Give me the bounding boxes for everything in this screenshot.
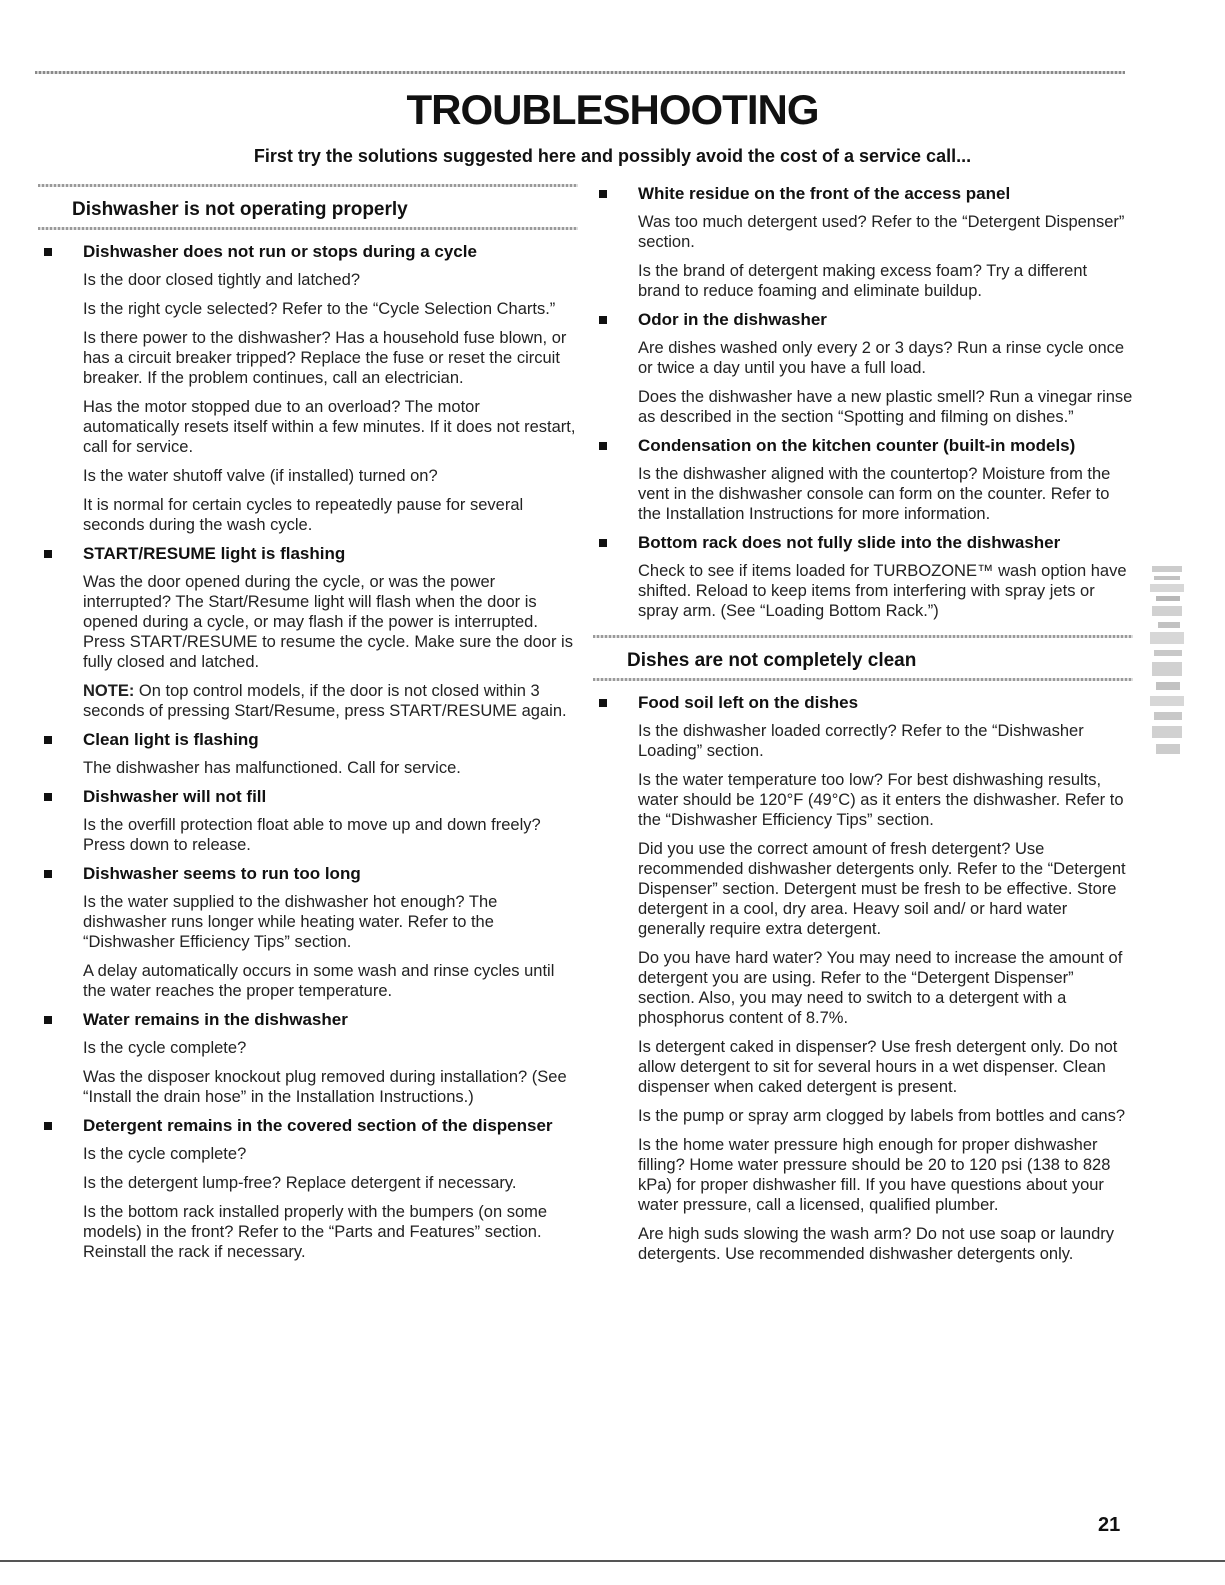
- problem-heading: Condensation on the kitchen counter (built-in models): [593, 436, 1133, 456]
- solution-text: The dishwasher has malfunctioned. Call for service.: [83, 759, 461, 777]
- square-bullet-icon: [44, 248, 52, 256]
- solution-text: A delay automatically occurs in some wash and rinse cycles until the water reaches the proper temperature.: [83, 962, 555, 1000]
- solution-text: Is the dishwasher aligned with the countertop? Moisture from the vent in the dishwasher console can form on the counter. Refer to the Installation Instructions for more information.: [638, 465, 1111, 523]
- problem-heading: Odor in the dishwasher: [593, 310, 1133, 330]
- solution-text: Check to see if items loaded for TURBOZONE™ wash option have shifted. Reload to keep items from interfering with spray jets or spray arm. (See “Loading Bottom Rack.”): [638, 562, 1127, 620]
- square-bullet-icon: [44, 550, 52, 558]
- problem-item: [593, 693, 1133, 1264]
- solution-text: Did you use the correct amount of fresh detergent? Use recommended dishwasher detergents only. Refer to the “Detergent Dispenser” section. Detergent must be fresh to be effective. Store detergent in a cool, dry area. Heavy soil and/ or hard water generally require extra detergent.: [638, 840, 1126, 938]
- solution-text: It is normal for certain cycles to repeatedly pause for several seconds during the wash cycle.: [83, 496, 524, 534]
- solution-text: Is the right cycle selected? Refer to the “Cycle Selection Charts.”: [83, 300, 556, 318]
- problem-heading: Detergent remains in the covered section of the dispenser: [38, 1116, 578, 1136]
- page-title: TROUBLESHOOTING: [406, 86, 819, 133]
- problem-item: [38, 242, 578, 535]
- square-bullet-icon: [44, 870, 52, 878]
- square-bullet-icon: [599, 316, 607, 324]
- square-bullet-icon: [44, 793, 52, 801]
- solution-text: Is the cycle complete?: [83, 1145, 247, 1163]
- problem-heading: Dishwasher does not run or stops during a cycle: [38, 242, 578, 262]
- solution-text: Is the dishwasher loaded correctly? Refer to the “Dishwasher Loading” section.: [638, 722, 1084, 760]
- problem-item: [38, 787, 578, 855]
- problem-item: [38, 1116, 578, 1262]
- top-dotted-rule: [35, 71, 1125, 74]
- left-column: [38, 184, 578, 1271]
- solution-text: Is there power to the dishwasher? Has a household fuse blown, or has a circuit breaker tripped? Replace the fuse or reset the circuit breaker. If the problem continues, call an electrician.: [83, 329, 567, 387]
- solution-text: Is the home water pressure high enough for proper dishwasher filling? Home water pressure should be 20 to 120 psi (138 to 828 kPa) for proper dishwasher fill. If you have questions about your water pressure, call a licensed, qualified plumber.: [638, 1136, 1111, 1214]
- solution-text: Is the bottom rack installed properly with the bumpers (on some models) in the front? Refer to the “Parts and Features” section. Reinstall the rack if necessary.: [83, 1203, 548, 1261]
- problem-heading: START/RESUME light is flashing: [38, 544, 578, 564]
- section-header-not-clean: [593, 635, 1133, 681]
- solution-text: Has the motor stopped due to an overload? The motor automatically resets itself within a few minutes. If it does not restart, call for service.: [83, 398, 576, 456]
- solution-text: Is the brand of detergent making excess foam? Try a different brand to reduce foaming and eliminate buildup.: [638, 262, 1088, 300]
- problem-item: [38, 544, 578, 721]
- problem-heading: Dishwasher will not fill: [38, 787, 578, 807]
- solution-text: Do you have hard water? You may need to increase the amount of detergent you are using. Refer to the “Detergent Dispenser” section. Also, you may need to switch to a detergent with a phosphorus content of 8.7%.: [638, 949, 1123, 1027]
- square-bullet-icon: [44, 736, 52, 744]
- problem-heading: Clean light is flashing: [38, 730, 578, 750]
- problem-item: [593, 436, 1133, 524]
- section-title: Dishwasher is not operating properly: [72, 199, 408, 220]
- solution-text: Was the door opened during the cycle, or was the power interrupted? The Start/Resume light will flash when the door is opened during a cycle, or may flash if the power is interrupted. Press START/RESUME to resume the cycle. Make sure the door is fully closed and latched.: [83, 573, 573, 671]
- solution-text: Is the cycle complete?: [83, 1039, 247, 1057]
- solution-text: Are dishes washed only every 2 or 3 days? Run a rinse cycle once or twice a day until you have a full load.: [638, 339, 1125, 377]
- square-bullet-icon: [599, 442, 607, 450]
- problem-item: [593, 533, 1133, 621]
- problem-item: [593, 310, 1133, 427]
- problem-heading: White residue on the front of the access panel: [593, 184, 1133, 204]
- problem-heading: Food soil left on the dishes: [593, 693, 1133, 713]
- page-subtitle: First try the solutions suggested here and possibly avoid the cost of a service call...: [253, 146, 972, 166]
- square-bullet-icon: [599, 539, 607, 547]
- scan-artifact-strip: [1150, 566, 1186, 760]
- bottom-rule: [0, 1560, 1225, 1562]
- right-column: [593, 184, 1133, 1273]
- note-label: NOTE:: [83, 682, 135, 700]
- square-bullet-icon: [44, 1016, 52, 1024]
- square-bullet-icon: [599, 190, 607, 198]
- solution-text: Was the disposer knockout plug removed during installation? (See “Install the drain hose” in the Installation Instructions.): [83, 1068, 567, 1106]
- problem-heading: Dishwasher seems to run too long: [38, 864, 578, 884]
- problem-item: [593, 184, 1133, 301]
- note-body: On top control models, if the door is not closed within 3 seconds of pressing Start/Resume, press START/RESUME again.: [83, 682, 567, 720]
- problem-heading: Bottom rack does not fully slide into the dishwasher: [593, 533, 1133, 553]
- solution-text: Is the water shutoff valve (if installed) turned on?: [83, 467, 438, 485]
- square-bullet-icon: [599, 699, 607, 707]
- section-header-not-operating: [38, 184, 578, 230]
- solution-text: Are high suds slowing the wash arm? Do not use soap or laundry detergents. Use recommended dishwasher detergents only.: [638, 1225, 1115, 1263]
- solution-text: Is the pump or spray arm clogged by labels from bottles and cans?: [638, 1107, 1125, 1125]
- solution-text: Is the water temperature too low? For best dishwashing results, water should be 120°F (49°C) as it enters the dishwasher. Refer to the “Dishwasher Efficiency Tips” section.: [638, 771, 1124, 829]
- section-bottom-rule: [38, 227, 578, 230]
- note-text: [38, 681, 578, 721]
- section-bottom-rule: [593, 678, 1133, 681]
- problem-item: [38, 1010, 578, 1107]
- solution-text: Is the overfill protection float able to move up and down freely? Press down to release.: [83, 816, 541, 854]
- page-number: 21: [1098, 1514, 1121, 1536]
- solution-text: Is the door closed tightly and latched?: [83, 271, 361, 289]
- section-title: Dishes are not completely clean: [627, 650, 917, 671]
- solution-text: Is the detergent lump-free? Replace detergent if necessary.: [83, 1174, 517, 1192]
- square-bullet-icon: [44, 1122, 52, 1130]
- solution-text: Is detergent caked in dispenser? Use fresh detergent only. Do not allow detergent to sit for several hours in a wet dispenser. Clean dispenser when caked detergent is present.: [638, 1038, 1118, 1096]
- problem-item: [38, 864, 578, 1001]
- solution-text: Does the dishwasher have a new plastic smell? Run a vinegar rinse as described in the section “Spotting and filming on dishes.”: [638, 388, 1133, 426]
- problem-heading: Water remains in the dishwasher: [38, 1010, 578, 1030]
- solution-text: Is the water supplied to the dishwasher hot enough? The dishwasher runs longer while heating water. Refer to the “Dishwasher Efficiency Tips” section.: [83, 893, 498, 951]
- problem-item: [38, 730, 578, 778]
- solution-text: Was too much detergent used? Refer to the “Detergent Dispenser” section.: [638, 213, 1125, 251]
